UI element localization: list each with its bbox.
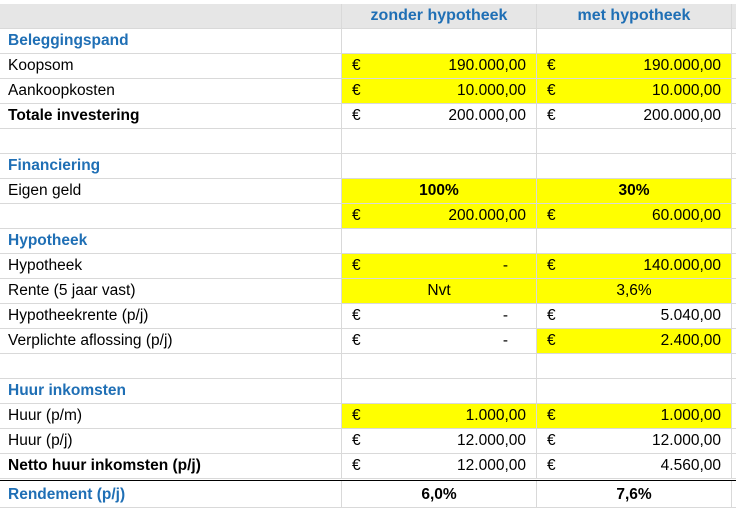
empty-row [0, 129, 736, 154]
currency-symbol: € [547, 432, 556, 449]
value-eigen-geld-pct-without[interactable] [342, 179, 537, 203]
percentage: 7,6% [616, 486, 652, 503]
header-without-mortgage[interactable]: zonder hypotheek [342, 4, 537, 28]
label-rente[interactable]: Rente (5 jaar vast) [0, 279, 342, 303]
currency-symbol: € [352, 457, 361, 474]
empty-cell[interactable] [0, 129, 342, 153]
empty-cell[interactable] [342, 29, 537, 53]
empty-cell[interactable] [342, 154, 537, 178]
empty-cell[interactable] [342, 354, 537, 378]
empty-cell[interactable] [342, 229, 537, 253]
amount: 5.040,00 [660, 307, 721, 324]
rate: 3,6% [616, 282, 652, 299]
amount: 1.000,00 [660, 407, 721, 424]
label-aankoopkosten[interactable]: Aankoopkosten [0, 79, 342, 103]
row-aflossing [0, 329, 736, 354]
value-rendement-without[interactable] [342, 481, 537, 508]
amount: 200.000,00 [448, 207, 526, 224]
amount: 4.560,00 [660, 457, 721, 474]
row-hypotheek [0, 254, 736, 279]
amount: 12.000,00 [457, 432, 526, 449]
value-hypotheek-with[interactable] [537, 254, 732, 278]
amount: 12.000,00 [652, 432, 721, 449]
row-hypotheekrente [0, 304, 736, 329]
empty-cell[interactable] [537, 379, 732, 403]
dash: - [502, 257, 508, 274]
rate: Nvt [427, 282, 451, 299]
empty-cell[interactable] [0, 354, 342, 378]
value-huur-pj-with[interactable] [537, 429, 732, 453]
label-huur-pm[interactable]: Huur (p/m) [0, 404, 342, 428]
row-rendement [0, 480, 736, 508]
row-totale-investering [0, 104, 736, 129]
label-huur-pj[interactable]: Huur (p/j) [0, 429, 342, 453]
label-eigen-geld[interactable]: Eigen geld [0, 179, 342, 203]
label-koopsom[interactable]: Koopsom [0, 54, 342, 78]
row-rente [0, 279, 736, 304]
amount: 200.000,00 [643, 107, 721, 124]
amount: 12.000,00 [457, 457, 526, 474]
currency-symbol: € [547, 457, 556, 474]
value-huur-pj-without[interactable] [342, 429, 537, 453]
row-aankoopkosten [0, 79, 736, 104]
section-title-beleggingspand[interactable]: Beleggingspand [0, 29, 342, 53]
value-huur-pm-without[interactable] [342, 404, 537, 428]
empty-row [0, 354, 736, 379]
currency-symbol: € [352, 207, 361, 224]
currency-symbol: € [547, 107, 556, 124]
empty-cell[interactable] [537, 354, 732, 378]
empty-cell[interactable] [342, 379, 537, 403]
empty-cell[interactable] [537, 154, 732, 178]
empty-cell[interactable] [0, 204, 342, 228]
empty-cell[interactable] [537, 29, 732, 53]
value-koopsom-with[interactable] [537, 54, 732, 78]
amount: 60.000,00 [652, 207, 721, 224]
currency-symbol: € [352, 57, 361, 74]
value-netto-with[interactable] [537, 454, 732, 478]
section-row-hypotheek [0, 229, 736, 254]
currency-symbol: € [352, 307, 361, 324]
currency-symbol: € [547, 82, 556, 99]
currency-symbol: € [547, 332, 556, 349]
amount: 10.000,00 [457, 82, 526, 99]
currency-symbol: € [547, 307, 556, 324]
value-rendement-with[interactable] [537, 481, 732, 508]
section-title-huur[interactable]: Huur inkomsten [0, 379, 342, 403]
row-eigen-geld-amount [0, 204, 736, 229]
currency-symbol: € [352, 332, 361, 349]
section-title-hypotheek[interactable]: Hypotheek [0, 229, 342, 253]
row-netto [0, 454, 736, 479]
value-totale-investering-without[interactable] [342, 104, 537, 128]
currency-symbol: € [547, 257, 556, 274]
amount: 2.400,00 [660, 332, 721, 349]
value-hypotheekrente-with[interactable] [537, 304, 732, 328]
amount: 10.000,00 [652, 82, 721, 99]
value-aflossing-with[interactable] [537, 329, 732, 353]
percentage: 100% [419, 182, 459, 199]
section-row-financiering [0, 154, 736, 179]
row-huur-pj [0, 429, 736, 454]
header-label-cell[interactable] [0, 4, 342, 28]
value-aflossing-without[interactable] [342, 329, 537, 353]
section-row-beleggingspand [0, 29, 736, 54]
currency-symbol: € [352, 107, 361, 124]
dash: - [502, 332, 508, 349]
value-rente-without[interactable] [342, 279, 537, 303]
value-netto-without[interactable] [342, 454, 537, 478]
empty-cell[interactable] [342, 129, 537, 153]
header-row [0, 4, 736, 29]
amount: 140.000,00 [643, 257, 721, 274]
label-hypotheek[interactable]: Hypotheek [0, 254, 342, 278]
section-row-huur [0, 379, 736, 404]
value-eigen-geld-without[interactable] [342, 204, 537, 228]
label-totale-investering[interactable]: Totale investering [0, 104, 342, 128]
empty-cell[interactable] [537, 129, 732, 153]
amount: 190.000,00 [448, 57, 526, 74]
dash: - [502, 307, 508, 324]
currency-symbol: € [547, 407, 556, 424]
row-eigen-geld-pct [0, 179, 736, 204]
section-title-financiering[interactable]: Financiering [0, 154, 342, 178]
value-rente-with[interactable] [537, 279, 732, 303]
currency-symbol: € [352, 82, 361, 99]
value-aankoopkosten-with[interactable] [537, 79, 732, 103]
currency-symbol: € [352, 407, 361, 424]
currency-symbol: € [547, 57, 556, 74]
value-hypotheek-without[interactable] [342, 254, 537, 278]
amount: 1.000,00 [465, 407, 526, 424]
currency-symbol: € [352, 432, 361, 449]
header-with-mortgage[interactable]: met hypotheek [537, 4, 732, 28]
currency-symbol: € [547, 207, 556, 224]
value-totale-investering-with[interactable] [537, 104, 732, 128]
empty-cell[interactable] [537, 229, 732, 253]
label-aflossing[interactable]: Verplichte aflossing (p/j) [0, 329, 342, 353]
amount: 200.000,00 [448, 107, 526, 124]
percentage: 6,0% [421, 486, 457, 503]
currency-symbol: € [352, 257, 361, 274]
label-rendement[interactable]: Rendement (p/j) [0, 481, 342, 508]
value-aankoopkosten-without[interactable] [342, 79, 537, 103]
percentage: 30% [618, 182, 650, 199]
label-netto[interactable]: Netto huur inkomsten (p/j) [0, 454, 342, 478]
value-koopsom-without[interactable] [342, 54, 537, 78]
value-hypotheekrente-without[interactable] [342, 304, 537, 328]
amount: 190.000,00 [643, 57, 721, 74]
label-hypotheekrente[interactable]: Hypotheekrente (p/j) [0, 304, 342, 328]
row-koopsom [0, 54, 736, 79]
value-eigen-geld-pct-with[interactable] [537, 179, 732, 203]
row-huur-pm [0, 404, 736, 429]
value-huur-pm-with[interactable] [537, 404, 732, 428]
value-eigen-geld-with[interactable] [537, 204, 732, 228]
